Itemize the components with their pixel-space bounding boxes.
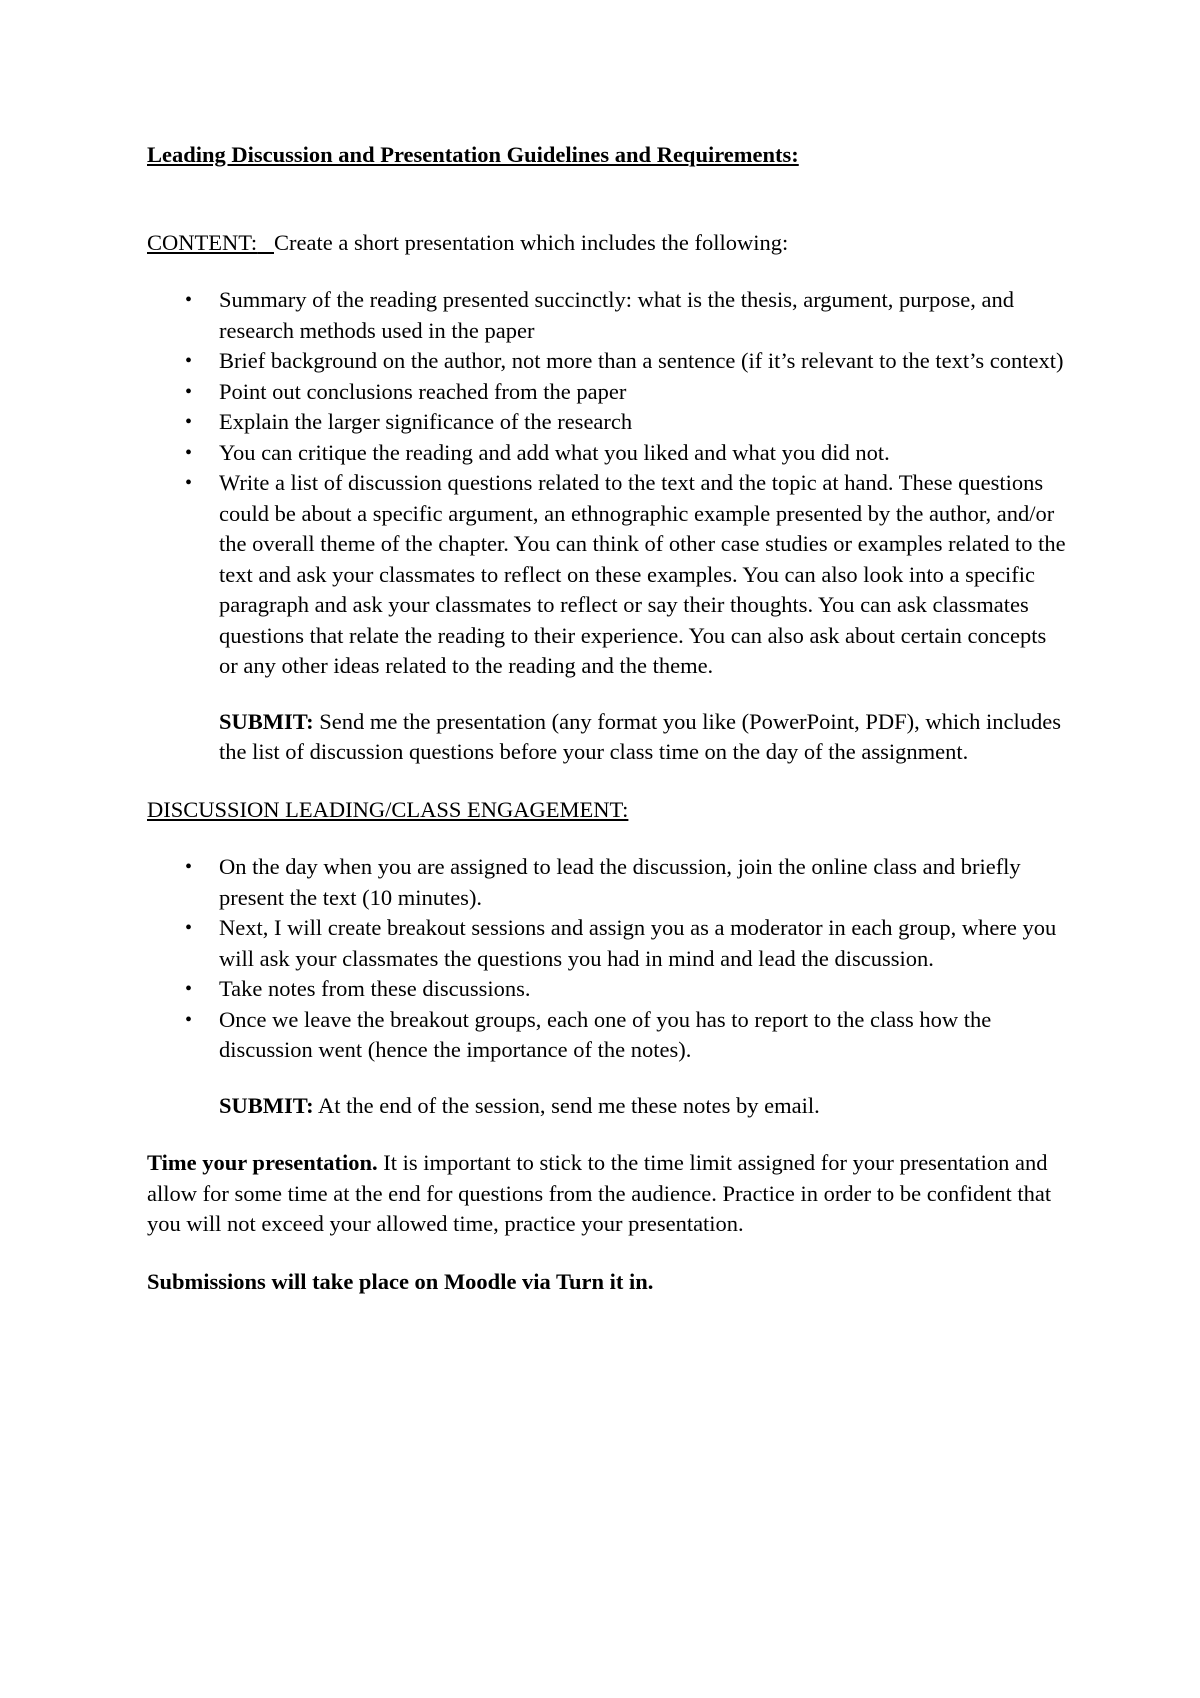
bullet-icon: • xyxy=(185,856,193,878)
content-label: CONTENT: xyxy=(147,229,258,255)
bullet-icon: • xyxy=(185,350,193,372)
spacer xyxy=(147,171,1067,228)
bullet-icon: • xyxy=(185,978,193,1000)
discussion-list xyxy=(147,852,1067,1066)
list-item-text: Point out conclusions reached from the paper xyxy=(219,378,627,404)
content-label-gap xyxy=(257,230,274,255)
discussion-section-heading: DISCUSSION LEADING/CLASS ENGAGEMENT: xyxy=(147,796,629,822)
list-item xyxy=(147,407,1067,438)
content-submit-text: Send me the presentation (any format you like (PowerPoint, PDF), which includes the list of discussion questions before your class time on the day of the assignment. xyxy=(219,708,1061,764)
time-note-heading: Time your presentation. xyxy=(147,1150,378,1175)
spacer xyxy=(147,682,1067,707)
list-item xyxy=(147,468,1067,682)
list-item xyxy=(147,974,1067,1005)
discussion-submit-note xyxy=(147,1091,1067,1122)
list-item-text: Summary of the reading presented succinctly: what is the thesis, argument, purpose, and research methods used in the paper xyxy=(219,287,1015,343)
list-item xyxy=(147,285,1067,346)
list-item-text: Write a list of discussion questions related to the text and the topic at hand. These questions could be about a specific argument, an ethnographic example presented by the author, and/or the overall theme of the chapter. You can think of other case studies or examples related to the text and ask your classmates to reflect on these examples. You can also look into a specific paragraph and ask your classmates to reflect or say their thoughts. You can ask classmates questions that relate the reading to their experience. You can also ask about certain concepts or any other ideas related to the reading and the theme. xyxy=(219,470,1066,678)
list-item xyxy=(147,438,1067,469)
list-item-text: Explain the larger significance of the research xyxy=(219,409,633,434)
document-title: Leading Discussion and Presentation Guidelines and Requirements: xyxy=(147,142,799,167)
document-page xyxy=(147,140,1067,1297)
content-submit-label: SUBMIT: xyxy=(219,708,314,734)
time-note-text: It is important to stick to the time limit assigned for your presentation and allow for some time at the end for questions from the audience. Practice in order to be confident that you will not exceed your allowed time, practice your presentation. xyxy=(147,1150,1052,1236)
list-item-text: Next, I will create breakout sessions and assign you as a moderator in each group, where you will ask your classmates the questions you had in mind and lead the discussion. xyxy=(219,915,1057,971)
list-item-text: On the day when you are assigned to lead the discussion, join the online class and briefly present the text (10 minutes). xyxy=(219,854,1021,910)
content-section-heading xyxy=(147,228,1067,259)
list-item-text: You can critique the reading and add what you liked and what you did not. xyxy=(219,439,890,465)
list-item-text: Once we leave the breakout groups, each one of you has to report to the class how the discussion went (hence the importance of the notes). xyxy=(219,1006,992,1062)
list-item xyxy=(147,346,1067,377)
content-intro: Create a short presentation which includes the following: xyxy=(274,229,789,255)
list-item xyxy=(147,1005,1067,1066)
discussion-submit-label: SUBMIT: xyxy=(219,1092,314,1118)
final-note: Submissions will take place on Moodle via Turn it in. xyxy=(147,1268,654,1294)
spacer xyxy=(147,1066,1067,1091)
list-item xyxy=(147,377,1067,408)
spacer xyxy=(147,1121,1067,1148)
bullet-icon: • xyxy=(185,411,193,433)
spacer xyxy=(147,825,1067,852)
list-item-text: Take notes from these discussions. xyxy=(219,976,531,1001)
list-item xyxy=(147,852,1067,913)
bullet-icon: • xyxy=(185,1008,193,1031)
bullet-icon: • xyxy=(185,472,193,494)
spacer xyxy=(147,258,1067,285)
content-list xyxy=(147,285,1067,682)
discussion-submit-text: At the end of the session, send me these notes by email. xyxy=(317,1092,820,1118)
bullet-icon: • xyxy=(185,917,193,939)
list-item xyxy=(147,913,1067,974)
content-submit-note xyxy=(147,707,1067,768)
bullet-icon: • xyxy=(185,289,193,311)
time-note xyxy=(147,1148,1067,1240)
list-item-text: Brief background on the author, not more than a sentence (if it’s relevant to the text’s context) xyxy=(219,348,1064,373)
bullet-icon: • xyxy=(185,441,193,464)
spacer xyxy=(147,1240,1067,1267)
bullet-icon: • xyxy=(185,380,193,403)
spacer xyxy=(147,768,1067,795)
